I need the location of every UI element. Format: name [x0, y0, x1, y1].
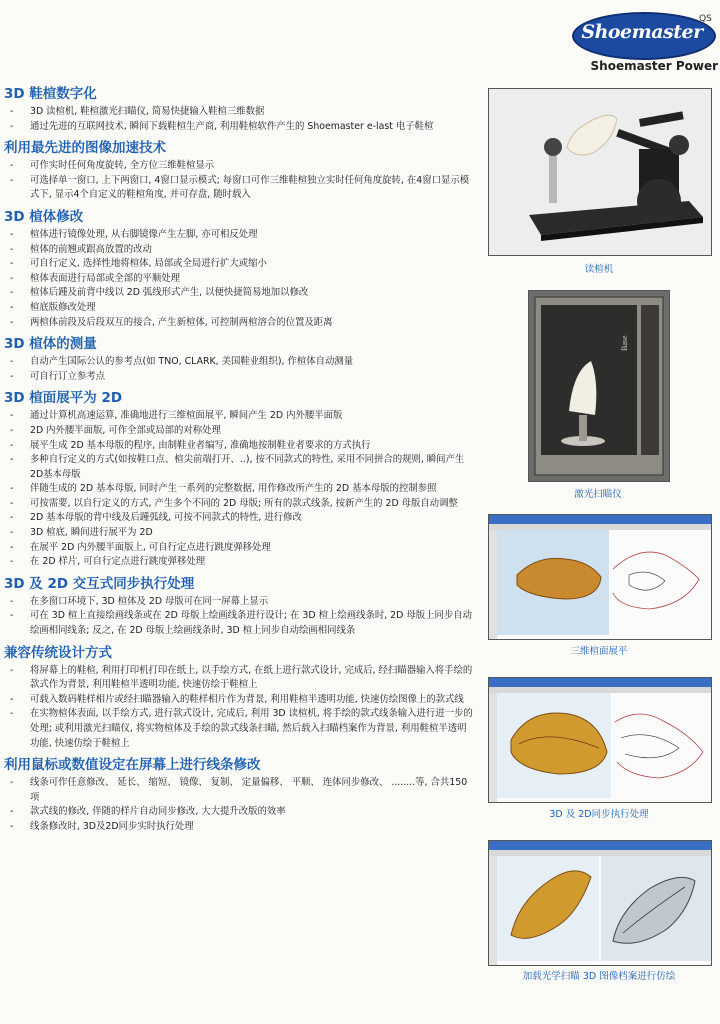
scanner-caption: 激光扫瞄仪: [574, 489, 622, 500]
list-item: - 线条可作任意修改、 延长、 缩短、 镜像、 复制、 定量偏移、 平顺、 连体同步修改、 ........等, 合共150项: [4, 776, 474, 805]
list-item: - 通过计算机高速运算, 准确地进行三维楦面展平, 瞬间产生 2D 内外腰半面版: [4, 409, 474, 424]
section-heading: 兼容传统设计方式: [4, 644, 112, 661]
list-item: - 可载入数码鞋样相片或经扫瞄器输入的鞋样相片作为背景, 利用鞋楦半透明功能, 快速仿绘图像上的款式线: [4, 693, 474, 708]
section-heading: 3D 楦体的测量: [4, 336, 97, 353]
section-heading: 3D 楦体修改: [4, 208, 84, 225]
flatten-caption: 三维楦面展平: [570, 646, 628, 657]
list-item: - 楦体的前翘或跟高放置的改动: [4, 243, 474, 258]
list-item: - 将屏幕上的鞋楦, 利用打印机打印在纸上, 以手绘方式, 在纸上进行款式设计, 完成后, 经扫瞄器输入将手绘的款式作为背景, 利用鞋楦半透明功能, 快速仿绘于鞋楦上: [4, 664, 474, 693]
list-item: - 楦底版修改处理: [4, 301, 474, 316]
feature-list: [4, 86, 474, 841]
section-heading: 利用鼠标或数值设定在屏幕上进行线条修改: [4, 757, 261, 774]
section-heading: 3D 楦面展平为 2D: [4, 390, 123, 407]
section-item-list: [4, 776, 474, 834]
section-item-list: [4, 595, 474, 639]
trace-screen-photo: [488, 840, 712, 966]
section-item-list: [4, 355, 474, 384]
digitizer-caption: 读楦机: [584, 264, 614, 275]
section-item-list: [4, 105, 474, 134]
feature-section: [4, 390, 474, 570]
feature-section: [4, 209, 474, 330]
section-item-list: [4, 159, 474, 203]
section-heading: 3D 鞋楦数字化: [4, 86, 97, 102]
list-item: - 展平生成 2D 基本母版的程序, 由制鞋业者编写, 准确地按制鞋业者要求的方式执行: [4, 439, 474, 454]
list-item: - 2D 内外腰半面版, 可作全部或局部的对称处理: [4, 424, 474, 439]
list-item: - 通过先进的互联网技术, 瞬间下载鞋楦生产商, 利用鞋楦软件产生的 Shoemaster e-last 电子鞋楦: [4, 120, 474, 135]
list-item: - 楦体表面进行局部或全部的平顺处理: [4, 272, 474, 287]
logo-brand: Shoemaster: [581, 21, 703, 43]
list-item: - 楦体进行镜像处理, 从右脚镜像产生左脚, 亦可相反处理: [4, 228, 474, 243]
feature-section: [4, 336, 474, 384]
svg-text:Base: Base: [620, 335, 629, 351]
list-item: - 楦体后踵及前背中线以 2D 弧线形式产生, 以便快捷简易地加以修改: [4, 286, 474, 301]
logo-tagline: Shoemaster Power: [590, 59, 718, 73]
sync-caption: 3D 及 2D同步执行处理: [549, 809, 649, 820]
section-item-list: [4, 228, 474, 330]
feature-section: [4, 140, 474, 203]
feature-section: [4, 645, 474, 752]
list-item: - 3D 楦底, 瞬间进行展平为 2D: [4, 526, 474, 541]
digitizer-photo: [488, 88, 712, 256]
list-item: - 两楦体前段及后段双互的接合, 产生新楦体, 可控制两楦溶合的位置及距离: [4, 316, 474, 331]
list-item: - 可按需要, 以自行定义的方式, 产生多个不同的 2D 母版; 所有的款式线条, 按新产生的 2D 母版自动调整: [4, 497, 474, 512]
list-item: - 可自行订立参考点: [4, 370, 474, 385]
list-item: - 可作实时任何角度旋转, 全方位三维鞋楦显示: [4, 159, 474, 174]
list-item: - 可在 3D 楦上直接绘画线条或在 2D 母版上绘画线条进行设计; 在 3D 楦上绘画线条时, 2D 母版上同步自动绘画相同线条; 反之, 在 2D 母版上绘画线条时, 3D 楦上同步自动绘画相同线条: [4, 609, 474, 638]
list-item: - 2D 基本母版的背中线及后踵弧线, 可按不同款式的特性, 进行修改: [4, 511, 474, 526]
list-item: - 伴随生成的 2D 基本母版, 同时产生一系列的完整数据, 用作修改所产生的 2D 基本母版的控制参照: [4, 482, 474, 497]
list-item: - 在 2D 样片, 可自行定点进行跳度弹移处理: [4, 555, 474, 570]
logo-superscript: QS: [699, 14, 712, 24]
feature-section: [4, 757, 474, 834]
list-item: - 3D 读楦机, 鞋楦激光扫瞄仪, 简易快捷输入鞋楦三维数据: [4, 105, 474, 120]
scanner-photo: [528, 290, 670, 482]
section-item-list: [4, 664, 474, 752]
section-item-list: [4, 409, 474, 570]
shoemaster-logo: [572, 12, 718, 78]
section-heading: 3D 及 2D 交互式同步执行处理: [4, 575, 195, 592]
feature-section: [4, 576, 474, 639]
list-item: - 线条修改时, 3D及2D同步实时执行处理: [4, 820, 474, 835]
section-heading: 利用最先进的图像加速技术: [4, 140, 166, 157]
list-item: - 多种自行定义的方式(如按鞋口点、楦尖前端打开、..), 按不同款式的特性, 采用不同拼合的规则, 瞬间产生2D基本母版: [4, 453, 474, 482]
flatten-screen-photo: [488, 514, 712, 640]
list-item: - 在展平 2D 内外腰半面版上, 可自行定点进行跳度弹移处理: [4, 541, 474, 556]
list-item: - 可选择单一窗口, 上下两窗口, 4窗口显示模式; 每窗口可作三维鞋楦独立实时任何角度旋转, 在4窗口显示模式下, 显示4个自定义的鞋楦角度, 并可存盘, 随时载入: [4, 174, 474, 203]
list-item: - 可自行定义, 选择性地将楦体, 局部或全局进行扩大或缩小: [4, 257, 474, 272]
list-item: - 在多窗口环境下, 3D 楦体及 2D 母版可在同一屏幕上显示: [4, 595, 474, 610]
sync-screen-photo: [488, 677, 712, 803]
list-item: - 在实物楦体表面, 以手绘方式, 进行款式设计, 完成后, 利用 3D 读楦机, 将手绘的款式线条输入进行进一步的处理; 或利用激光扫瞄仪, 将实物楦体及手绘的款式线条扫瞄, 然后载入扫瞄档案作为背景, 利用鞋楦半透明功能, 快速仿绘于鞋楦上: [4, 707, 474, 751]
list-item: - 自动产生国际公认的参考点(如 TNO, CLARK, 美国鞋业组织), 作楦体自动测量: [4, 355, 474, 370]
list-item: - 款式线的修改, 伴随的样片自动同步修改, 大大提升改版的效率: [4, 805, 474, 820]
feature-section: [4, 86, 474, 134]
trace-caption: 加载光学扫瞄 3D 图像档案进行仿绘: [522, 971, 676, 982]
